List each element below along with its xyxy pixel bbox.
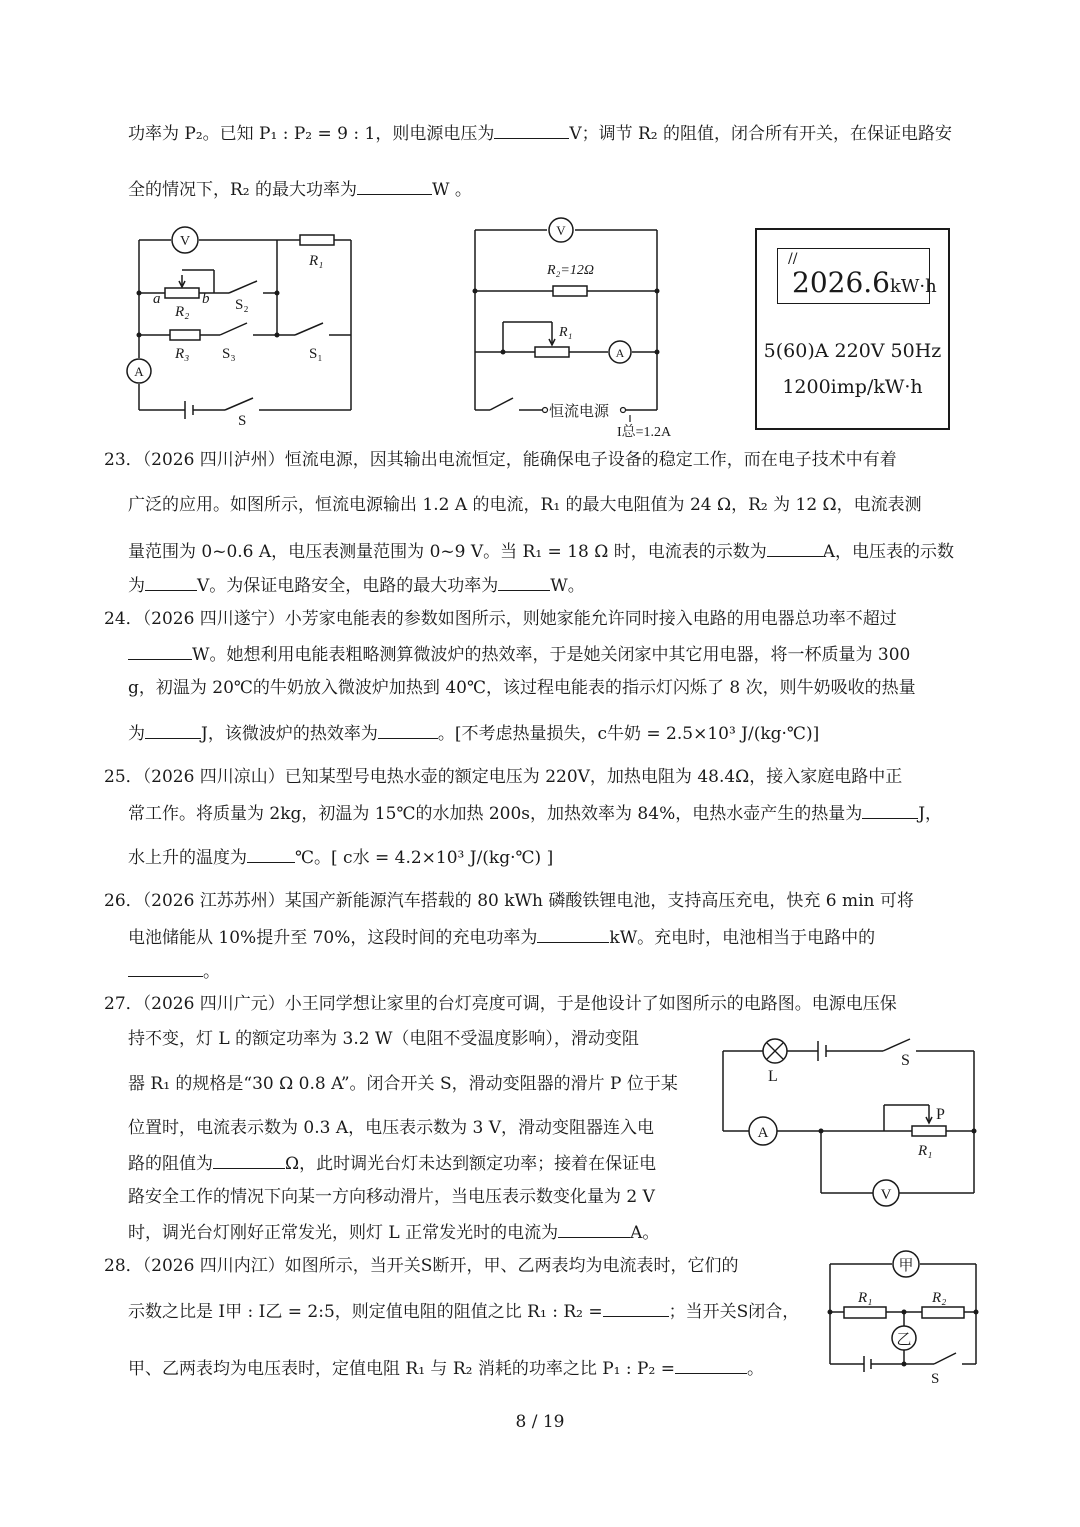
question-27-line: 路安全工作的情况下向某一方向移动滑片，当电压表示数变化量为 2 V [128,1187,655,1207]
ammeter-icon [127,359,151,383]
svg-text:S₂: S₂ [235,297,249,313]
question-26-line: 电池储能从 10%提升至 70%，这段时间的充电功率为 kW。充电时，电池相当于电路中的 [128,924,875,950]
answer-blank [558,1219,630,1238]
question-27-line: 器 R₁ 的规格是“30 Ω 0.8 A”。闭合开关 S，滑动变阻器的滑片 P 位于某 [128,1074,678,1094]
svg-text:甲: 甲 [898,1258,914,1274]
meter-yi-icon [892,1326,916,1350]
answer-blank [498,572,550,591]
question-25-line: 25．（2026 四川凉山）已知某型号电热水壶的额定电压为 220V，加热电阻为 48.4Ω，接入家庭电路中正 [104,767,903,787]
ammeter-icon [749,1117,777,1145]
question-24-line: W。她想利用电能表粗略测算微波炉的热效率，于是她关闭家中其它用电器，将一杯质量为 300 [128,641,910,667]
question-24-line: g，初温为 20℃的牛奶放入微波炉加热到 40℃，该过程电能表的指示灯闪烁了 8 次，则牛奶吸收的热量 [128,678,916,698]
question-23-line: 量范围为 0~0.6 A，电压表测量范围为 0~9 V。当 R₁ = 18 Ω 时，电流表的示数为 A，电压表的示数 [128,538,954,564]
text-line: 全的情况下，R₂ 的最大功率为 W 。 [128,176,472,202]
answer-blank [537,924,609,943]
svg-text:S: S [931,1371,940,1387]
svg-text:恒流电源: 恒流电源 [549,404,610,420]
answer-blank [357,176,432,195]
answer-blank [378,720,438,739]
svg-text:R₁: R₁ [858,1290,873,1306]
circuit-diagram-28 [824,1246,984,1386]
svg-text:A: A [615,346,625,360]
question-28-line: 28．（2026 四川内江）如图所示，当开关S断开，甲、乙两表均为电流表时，它们的 [104,1256,739,1276]
question-27-line: 时，调光台灯刚好正常发光，则灯 L 正常发光时的电流为 A。 [128,1219,659,1245]
energy-meter-panel [755,228,950,430]
meter-jia-icon [893,1251,919,1277]
meter-reading-display: // 2026.6kW·h [777,248,930,304]
answer-blank [213,1150,285,1169]
answer-blank [128,641,192,660]
svg-text:R₂=12Ω: R₂=12Ω [547,263,594,278]
text-line: 功率为 P₂。已知 P₁ : P₂ = 9 : 1，则电源电压为 V；调节 R₂ 的阻值，闭合所有开关，在保证电路安 [128,120,952,146]
answer-blank [128,958,203,977]
answer-blank [494,120,569,139]
answer-blank [862,800,918,819]
svg-text:A: A [134,364,144,379]
svg-text:乙: 乙 [896,1332,912,1348]
ammeter-icon [609,341,631,363]
question-24-line: 为 J，该微波炉的热效率为 。[不考虑热量损失，c牛奶 = 2.5×10³ J/(kg·℃)] [128,720,819,746]
answer-blank [145,720,201,739]
svg-text:P: P [936,1106,945,1123]
page-number: 8 / 19 [515,1412,565,1432]
answer-blank [603,1298,669,1317]
svg-text:R₃: R₃ [175,346,190,362]
svg-text:S₁: S₁ [309,346,323,362]
voltmeter-icon [873,1180,899,1206]
svg-text:R₁: R₁ [918,1143,933,1159]
svg-text:S: S [901,1052,910,1069]
voltmeter-icon [172,227,198,253]
svg-text:V: V [556,223,566,238]
answer-blank [767,538,823,557]
svg-text:S₃: S₃ [222,346,236,362]
meter-spec-rating: 5(60)A 220V 50Hz [763,340,942,362]
question-27-line: 路的阻值为 Ω，此时调光台灯未达到额定功率；接着在保证电 [128,1150,656,1176]
svg-text:R₂: R₂ [932,1290,947,1306]
lamp-icon [763,1039,787,1063]
svg-text:V: V [179,234,191,249]
answer-blank [675,1355,747,1374]
question-28-line: 甲、乙两表均为电压表时，定值电阻 R₁ 与 R₂ 消耗的功率之比 P₁ : P₂ = 。 [128,1355,764,1381]
question-23-line: 广泛的应用。如图所示，恒流电源输出 1.2 A 的电流，R₁ 的最大电阻值为 24 Ω，R₂ 为 12 Ω，电流表测 [128,495,922,515]
question-26-line: 26．（2026 江苏苏州）某国产新能源汽车搭载的 80 kWh 磷酸铁锂电池，支持高压充电，快充 6 min 可将 [104,891,914,911]
question-27-line: 持不变，灯 L 的额定功率为 3.2 W（电阻不受温度影响），滑动变阻 [128,1029,639,1049]
svg-text:b: b [202,291,210,307]
svg-text:R₂: R₂ [175,304,190,320]
svg-text:R₁: R₁ [559,325,573,340]
circuit-diagram-27 [718,1033,980,1213]
svg-text:R₁: R₁ [309,253,324,269]
answer-blank [247,844,295,863]
question-27-line: 27．（2026 四川广元）小王同学想让家里的台灯亮度可调，于是他设计了如图所示的电路图。电源电压保 [104,994,897,1014]
question-25-line: 常工作。将质量为 2kg，初温为 15℃的水加热 200s，加热效率为 84%，电热水壶产生的热量为 J， [128,800,942,826]
svg-text:L: L [768,1068,778,1085]
question-23-line: 23．（2026 四川泸州）恒流电源，因其输出电流恒定，能确保电子设备的稳定工作，而在电子技术中有着 [104,450,897,470]
question-26-line: 。 [128,958,220,984]
question-28-line: 示数之比是 I甲 : I乙 = 2:5，则定值电阻的阻值之比 R₁ : R₂ = ；当开关S闭合， [128,1298,799,1324]
svg-text:V: V [880,1187,892,1203]
svg-text:S: S [238,413,247,429]
circuit-diagram-1 [125,225,365,429]
question-24-line: 24．（2026 四川遂宁）小芳家电能表的参数如图所示，则她家能允许同时接入电路的用电器总功率不超过 [104,609,897,629]
svg-text:a: a [153,291,161,307]
answer-blank [145,572,197,591]
svg-text:A: A [757,1125,769,1141]
question-23-line: 为 V。为保证电路安全，电路的最大功率为 W。 [128,572,585,598]
meter-spec-imp: 1200imp/kW·h [782,376,923,398]
question-25-line: 水上升的温度为 ℃。[ c水 = 4.2×10³ J/(kg·℃) ] [128,844,553,870]
circuit-diagram-2 [465,215,675,440]
voltmeter-icon [549,218,573,242]
svg-text:I总=1.2A: I总=1.2A [617,425,672,440]
question-27-line: 位置时，电流表示数为 0.3 A，电压表示数为 3 V，滑动变阻器连入电 [128,1118,655,1138]
